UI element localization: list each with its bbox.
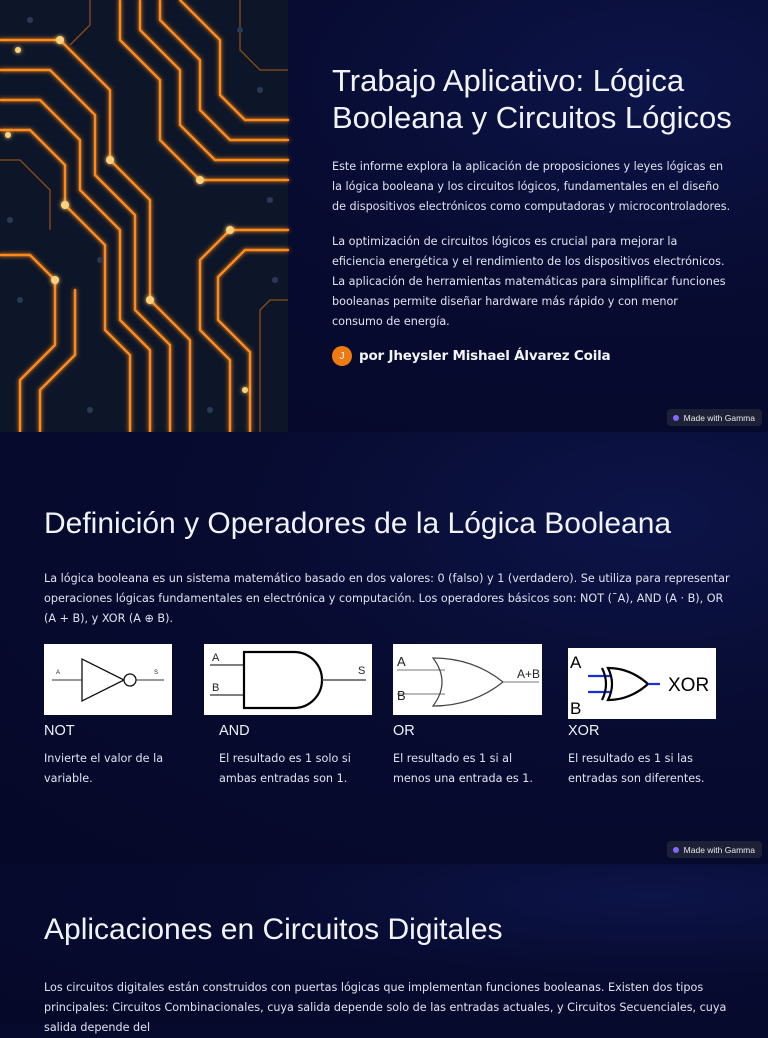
or-input-a-label: A (397, 654, 406, 669)
or-gate-image (393, 644, 542, 715)
xor-input-b-label: B (570, 699, 582, 718)
optimization-paragraph: La optimización de circuitos lógicos es crucial para mejorar la eficiencia energética y el rendimiento de los dispositivos electrónicos. La aplicación de herramientas matemáticas para simplificar funciones booleanas permite diseñar hardware más rápido y con menor consumo de energía. (332, 235, 726, 328)
not-output-label: S (154, 670, 159, 676)
made-with-gamma-badge[interactable] (667, 841, 762, 858)
and-gate-image (204, 644, 372, 715)
circuit-board-illustration (0, 0, 288, 432)
circuit-board-image (0, 0, 288, 432)
avatar: J (332, 346, 352, 366)
author-name: por Jheysler Mishael Álvarez Coila (359, 348, 611, 364)
xor-gate-icon (568, 648, 716, 719)
section-title-applications: Aplicaciones en Circuitos Digitales (44, 913, 503, 946)
gamma-logo-icon (673, 847, 679, 853)
and-input-a-label: A (212, 652, 220, 664)
gamma-logo-icon (673, 415, 679, 421)
not-gate-image (44, 644, 172, 715)
gate-name-not: NOT (44, 723, 75, 739)
or-gate-icon (393, 644, 542, 715)
xor-gate-image (568, 648, 716, 719)
gate-name-or: OR (393, 723, 415, 739)
intro-paragraph: Este informe explora la aplicación de proposiciones y leyes lógicas en la lógica booleana y los circuitos lógicos, fundamentales en el diseño de dispositivos electrónicos como computadoras y microcontroladores. (332, 160, 731, 213)
or-output-label: A+B (517, 667, 541, 681)
and-gate-icon (204, 644, 372, 715)
gate-desc-xor: El resultado es 1 si las entradas son diferentes. (568, 752, 705, 785)
slide-operators (0, 432, 768, 864)
operators-paragraph: La lógica booleana es un sistema matemático basado en dos valores: 0 (falso) y 1 (verdadero). Se utiliza para representar operaciones lógicas fundamentales en electrónica y computación. Los operadores básicos son: NOT (¯A), AND (A · B), OR (A + B), y XOR (A ⊕ B). (44, 572, 730, 625)
not-gate-icon (44, 644, 172, 715)
gate-name-and: AND (219, 723, 250, 739)
and-input-b-label: B (212, 682, 220, 694)
not-input-label: A (56, 670, 61, 676)
section-title-operators: Definición y Operadores de la Lógica Booleana (44, 507, 672, 540)
gate-desc-or: El resultado es 1 si al menos una entrada es 1. (393, 752, 533, 785)
gate-desc-and: El resultado es 1 solo si ambas entradas son 1. (219, 752, 351, 785)
gate-name-xor: XOR (568, 723, 600, 739)
applications-paragraph: Los circuitos digitales están construidos con puertas lógicas que implementan funciones booleanas. Existen dos tipos principales: Circuitos Combinacionales, cuya salida depende solo de las entradas actuales, y Circuitos Secuenciales, cuya salida depende del (44, 981, 727, 1034)
xor-output-label: XOR (668, 675, 710, 696)
slide-title (0, 0, 768, 432)
gate-desc-not: Invierte el valor de la variable. (44, 752, 164, 785)
page-title: Trabajo Aplicativo: Lógica Booleana y Circuitos Lógicos (332, 63, 732, 135)
badge-label: Made with Gamma (683, 412, 755, 423)
made-with-gamma-badge[interactable] (667, 409, 762, 426)
slide-applications (0, 864, 768, 1034)
author-line (332, 346, 610, 366)
xor-input-a-label: A (570, 653, 582, 672)
badge-label: Made with Gamma (683, 844, 755, 855)
or-input-b-label: B (397, 688, 406, 703)
and-output-label: S (358, 665, 366, 677)
